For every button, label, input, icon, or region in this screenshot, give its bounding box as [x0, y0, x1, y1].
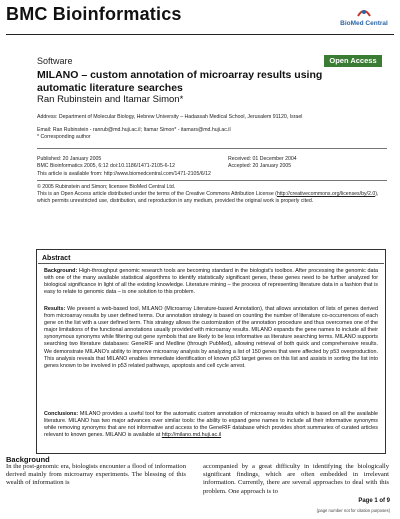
accepted-date: Accepted: 20 January 2005: [228, 163, 292, 169]
received-date: Received: 01 December 2004: [228, 156, 297, 162]
abstract-results: [44, 306, 378, 370]
license-pre: This is an Open Access article distributed under the terms of the Creative Commons Attribution License (: [37, 191, 277, 197]
license-block: [37, 184, 387, 205]
publication-info: [37, 156, 207, 170]
copyright-line: © 2005 Rubinstein and Simon; licensee BioMed Central Ltd.: [37, 184, 176, 190]
license-link[interactable]: http://creativecommons.org/licenses/by/2.0: [276, 191, 376, 197]
received-accepted: [228, 156, 378, 170]
license-text: [37, 191, 387, 205]
logo-text: BioMed Central: [340, 20, 388, 27]
article-title: MILANO – custom annotation of microarray results using automatic literature searches: [37, 69, 323, 94]
conclusions-text: MILANO provides a useful tool for the automatic custom annotation of microarray results which is based on all the available literature. MILANO has two major advances over similar tools: the ability to expand gene names to include all their informative synonyms while removing synonyms that are not informative and access to the GeneRIF database which provides short summaries of curated articles relevant to known genes. MILANO is available at: [44, 411, 378, 439]
abstract-background: [44, 268, 378, 296]
abstract-rule: [38, 263, 384, 264]
meta-divider: [37, 148, 387, 149]
conclusions-label: Conclusions:: [44, 411, 79, 417]
background-label: Background:: [44, 268, 78, 274]
body-column-1: In the post-genomic era, biologists encounter a flood of information derived mainly from microarray experiments. The blessing of this wealth of information is: [6, 463, 186, 487]
journal-title: BMC Bioinformatics: [6, 4, 182, 24]
page-note: (page number not for citation purposes): [316, 508, 390, 513]
results-text: We present a web-based tool, MILANO (Microarray Literature-based Annotation), that allows annotation of lists of genes derived from microarray results by user defined terms. Our annotation strategy is based on counting the number of literature co-occurrences of each gene on the list with a user defined term. This strategy allows the customization of the annotation procedure and thus overcomes one of the major limitations of the functional annotations usually provided with microarray results. MILANO expands the gene names to include all their synonymous synonyms while filtering out gene symbols that are likely to be less informative as literature searching terms. MILANO supports searching two literature databases: GeneRIF and Medline (through PubMed), allowing retrieval of both quick and comprehensive results. We demonstrate MILANO's ability to improve microarray analysis by analyzing a list of 150 genes that were affected by p53 overproduction. This analysis reveals that MILANO enables immediate identification of known p53 target genes on this list and assists in sorting the list into genes known to be involved in p53 related pathways, apoptosis and cell cycle arrest.: [44, 306, 379, 369]
abstract-conclusions: [44, 411, 378, 439]
license-post: ), which permits unrestricted use, distribution, and reproduction in any medium, provided the original work is properly cited.: [37, 191, 379, 204]
section-type: Software: [37, 56, 73, 66]
open-access-badge: Open Access: [324, 55, 382, 67]
author-address: Address: Department of Molecular Biology, Hebrew University – Hadassah Medical School, Jerusalem 91120, Israel: [37, 114, 303, 120]
results-label: Results:: [44, 306, 66, 312]
article-link[interactable]: This article is available from: http://www.biomedcentral.com/1471-2105/6/12: [37, 171, 211, 177]
article-authors: Ran Rubinstein and Itamar Simon*: [37, 94, 184, 105]
published-date: Published: 20 January 2005: [37, 156, 102, 162]
biomed-central-logo: [338, 6, 390, 34]
author-emails: Email: Ran Rubinstein - ranrub@md.huji.ac.il; Itamar Simon* - itamars@md.huji.ac.il: [37, 127, 231, 133]
corresponding-note: * Corresponding author: [37, 134, 91, 140]
logo-mark-icon: [356, 6, 372, 18]
body-column-2: accompanied by a great difficulty in identifying the biologically significant findings, which are often embedded in irrelevant information. Currently, there are several approaches to deal with this problem. One approach is to: [203, 463, 389, 495]
milano-link[interactable]: http://milano.md.huji.ac.il: [161, 432, 222, 439]
header-rule: [6, 34, 394, 35]
license-divider: [37, 180, 387, 181]
citation: BMC Bioinformatics 2005, 6:12 doi:10.1186/1471-2105-6-12: [37, 163, 176, 169]
page-number: Page 1 of 9: [358, 498, 390, 504]
background-text: High-throughput genomic research tools are becoming standard in the biologist's toolbox. After processing the genomic data with one of the many available statistical algorithms to identify statistically significant genes, these genes need to be further analyzed for biological significance in light of all the existing knowledge. Literature mining – the process of representing literature data in a fashion that is easy to relate to genomic data – is one solution to this problem.: [44, 268, 379, 296]
background-heading: Background: [6, 455, 50, 464]
abstract-heading: Abstract: [42, 255, 71, 262]
